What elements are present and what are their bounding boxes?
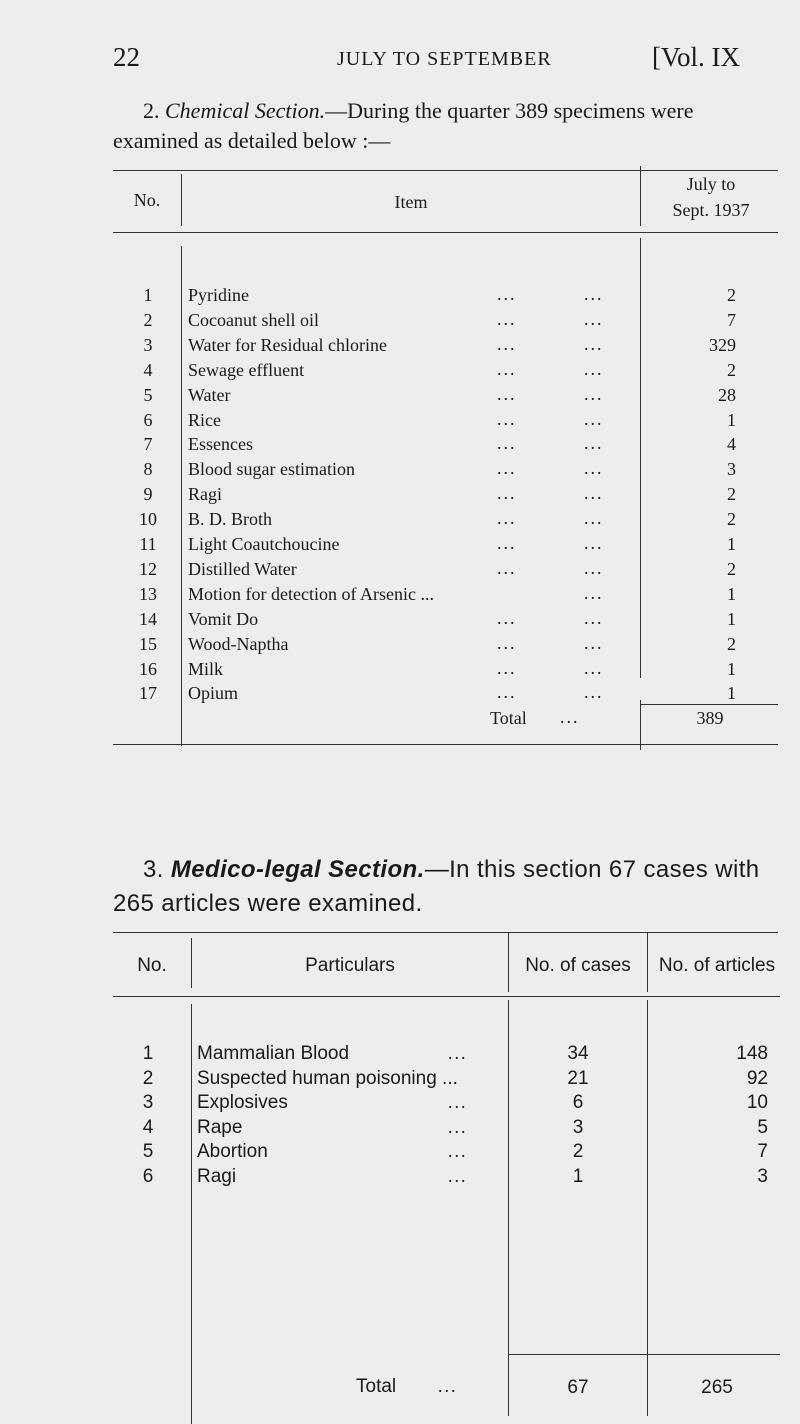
leader-dots: ... xyxy=(584,582,604,603)
table-row-no: 2 xyxy=(143,309,153,330)
total-rule xyxy=(509,1354,647,1355)
table-row-no: 17 xyxy=(139,683,157,704)
table-row-count: 2 xyxy=(727,558,736,579)
table-row-no: 9 xyxy=(143,484,153,505)
volume-label: [Vol. IX xyxy=(652,42,741,72)
table-row-no: 13 xyxy=(139,583,157,604)
table-top-rule xyxy=(113,170,778,171)
table-row-no: 7 xyxy=(143,434,153,455)
total-rule xyxy=(641,704,778,705)
table-row-no: 5 xyxy=(143,384,153,405)
table-row-no: 11 xyxy=(139,534,157,554)
table-row-no: 4 xyxy=(142,1116,154,1138)
table-row-count: 1 xyxy=(727,683,736,704)
table-row-cases: 34 xyxy=(567,1043,589,1064)
total-rule xyxy=(648,1354,780,1355)
leader-dots: ... xyxy=(497,433,517,454)
leader-dots: ... xyxy=(448,1092,468,1112)
medico-legal-section-intro xyxy=(113,853,783,921)
leader-dots: ... xyxy=(584,284,604,304)
leader-dots: ... xyxy=(584,358,604,379)
table-row-item: Distilled Water xyxy=(188,558,297,579)
table-row-count: 7 xyxy=(727,309,736,330)
running-header xyxy=(0,42,800,82)
leader-dots: ... xyxy=(497,308,517,329)
table-row-no: 1 xyxy=(142,1043,154,1064)
table-top-rule xyxy=(113,932,778,933)
leader-dots: ... xyxy=(560,707,580,727)
section-intro-text: —During the quarter 389 specimens were examined as detailed below :— xyxy=(113,98,694,153)
table-row-item: Essences xyxy=(188,434,253,455)
table-row-particular: Mammalian Blood xyxy=(197,1043,350,1064)
leader-dots: ... xyxy=(584,607,604,628)
table-row-item: Light Coautchoucine xyxy=(188,534,340,554)
table-row-particular: Rape xyxy=(197,1116,243,1138)
table-row-no: 5 xyxy=(142,1141,154,1162)
leader-dots: ... xyxy=(497,383,517,404)
leader-dots: ... xyxy=(497,557,517,578)
table-row-item: Rice xyxy=(188,409,221,430)
table-row-item: Vomit Do xyxy=(188,608,259,629)
table-row-count: 1 xyxy=(727,658,736,679)
table-row-no: 14 xyxy=(139,608,157,629)
table-row-item: Blood sugar estimation xyxy=(188,459,355,480)
table-row-count: 329 xyxy=(709,334,736,355)
table-row-articles: 3 xyxy=(757,1165,768,1187)
table-row-count: 2 xyxy=(727,509,736,530)
table-row-item: Water for Residual chlorine xyxy=(188,334,387,355)
leader-dots: ... xyxy=(497,508,517,529)
leader-dots: ... xyxy=(497,657,517,678)
table-row-cases: 1 xyxy=(572,1165,584,1187)
leader-dots: ... xyxy=(438,1376,458,1396)
leader-dots: ... xyxy=(584,383,604,404)
table-row-item: Sewage effluent xyxy=(188,359,305,380)
table-row-articles: 10 xyxy=(746,1092,768,1113)
column-divider xyxy=(191,1004,192,1424)
table-row-item: Water xyxy=(188,384,231,405)
table-row-no: 6 xyxy=(143,409,153,430)
total-label: Total xyxy=(490,708,527,728)
leader-dots: ... xyxy=(584,458,604,479)
leader-dots: ... xyxy=(497,284,517,304)
table-row-item: Wood-Naptha xyxy=(188,633,289,654)
running-title: JULY TO SEPTEMBER xyxy=(337,48,552,70)
table-row-cases: 3 xyxy=(572,1116,584,1138)
table-row-no: 6 xyxy=(142,1165,154,1187)
table-row-count: 2 xyxy=(727,285,736,305)
leader-dots: ... xyxy=(497,333,517,354)
table-row-articles: 7 xyxy=(757,1141,768,1162)
leader-dots: ... xyxy=(448,1165,468,1186)
table-row-particular: Ragi xyxy=(197,1165,237,1187)
page-number: 22 xyxy=(113,42,140,72)
table-row-no: 10 xyxy=(139,509,157,530)
leader-dots: ... xyxy=(584,333,604,354)
chemical-section-intro xyxy=(113,96,783,156)
section-number: 2. xyxy=(143,98,160,123)
table-row-articles: 5 xyxy=(757,1116,768,1138)
leader-dots: ... xyxy=(497,607,517,628)
leader-dots: ... xyxy=(584,308,604,329)
leader-dots: ... xyxy=(448,1116,468,1137)
table-row-count: 2 xyxy=(727,633,736,654)
table-row-item: B. D. Broth xyxy=(188,509,273,530)
column-header-no: No. xyxy=(137,955,167,976)
leader-dots: ... xyxy=(584,682,604,703)
table-row-item: Opium xyxy=(188,683,239,704)
table-row-no: 15 xyxy=(139,633,157,654)
table-row-cases: 6 xyxy=(572,1092,584,1113)
leader-dots: ... xyxy=(584,632,604,653)
column-header-no: No. xyxy=(133,190,161,210)
total-value: 389 xyxy=(696,708,724,728)
table-row-count: 1 xyxy=(727,583,736,604)
table-row-count: 2 xyxy=(727,359,736,380)
table-row-item: Ragi xyxy=(188,484,222,505)
leader-dots: ... xyxy=(497,682,517,703)
column-header-item: Item xyxy=(394,192,428,212)
table-row-cases: 21 xyxy=(567,1067,589,1089)
table-row-no: 3 xyxy=(143,334,153,355)
leader-dots: ... xyxy=(497,533,517,553)
leader-dots: ... xyxy=(584,533,604,553)
table-row-count: 1 xyxy=(727,608,736,629)
table-row-count: 2 xyxy=(727,484,736,505)
leader-dots: ... xyxy=(497,458,517,479)
table-row-articles: 92 xyxy=(746,1067,768,1089)
column-header-cases: No. of cases xyxy=(525,955,631,976)
table-row-particular: Suspected human poisoning ... xyxy=(197,1067,458,1089)
total-label: Total xyxy=(356,1376,397,1397)
table-row-no: 8 xyxy=(143,459,153,480)
leader-dots: ... xyxy=(448,1043,468,1063)
table-row-no: 3 xyxy=(142,1092,154,1113)
table-row-particular: Abortion xyxy=(197,1141,268,1162)
table-row-item: Milk xyxy=(188,658,224,679)
table-row-count: 3 xyxy=(727,459,736,480)
leader-dots: ... xyxy=(497,483,517,504)
leader-dots: ... xyxy=(584,657,604,678)
table-row-no: 12 xyxy=(139,558,157,579)
column-header-period: July to xyxy=(686,174,736,194)
table-row-cases: 2 xyxy=(572,1141,584,1162)
leader-dots: ... xyxy=(497,632,517,653)
table-row-articles: 148 xyxy=(736,1043,768,1064)
table-row-no: 16 xyxy=(139,658,157,679)
leader-dots: ... xyxy=(584,433,604,454)
section-number: 3. xyxy=(143,856,164,883)
table-row-particular: Explosives xyxy=(197,1092,288,1113)
table-row-item: Cocoanut shell oil xyxy=(188,309,319,330)
table-row-no: 1 xyxy=(143,285,153,305)
total-articles: 265 xyxy=(701,1377,733,1398)
leader-dots: ... xyxy=(497,358,517,379)
table-row-count: 1 xyxy=(727,409,736,430)
leader-dots: ... xyxy=(584,408,604,429)
table-row-no: 4 xyxy=(143,359,153,380)
section-name: Medico-legal Section. xyxy=(170,856,425,883)
section-intro-text: —In this section 67 cases with 265 articles were examined. xyxy=(113,856,760,917)
leader-dots: ... xyxy=(584,483,604,504)
column-header-period-year: Sept. 1937 xyxy=(672,200,750,220)
table-row-count: 4 xyxy=(727,434,736,455)
leader-dots: ... xyxy=(584,557,604,578)
header-rule xyxy=(113,996,780,997)
table-row-item: Motion for detection of Arsenic ... xyxy=(188,583,434,604)
table-bottom-rule xyxy=(113,744,778,745)
table-row-count: 1 xyxy=(727,534,736,554)
table-row-count: 28 xyxy=(718,384,736,405)
column-divider xyxy=(640,238,641,678)
total-cases: 67 xyxy=(567,1377,589,1398)
table-row-item: Pyridine xyxy=(188,285,249,305)
leader-dots: ... xyxy=(584,508,604,529)
leader-dots: ... xyxy=(448,1141,468,1161)
header-rule xyxy=(113,232,778,233)
column-divider xyxy=(640,700,641,750)
column-header-articles: No. of articles xyxy=(658,955,776,976)
column-header-particulars: Particulars xyxy=(305,955,395,976)
section-name: Chemical Section. xyxy=(165,98,326,123)
leader-dots: ... xyxy=(497,408,517,429)
table-row-no: 2 xyxy=(142,1067,154,1089)
